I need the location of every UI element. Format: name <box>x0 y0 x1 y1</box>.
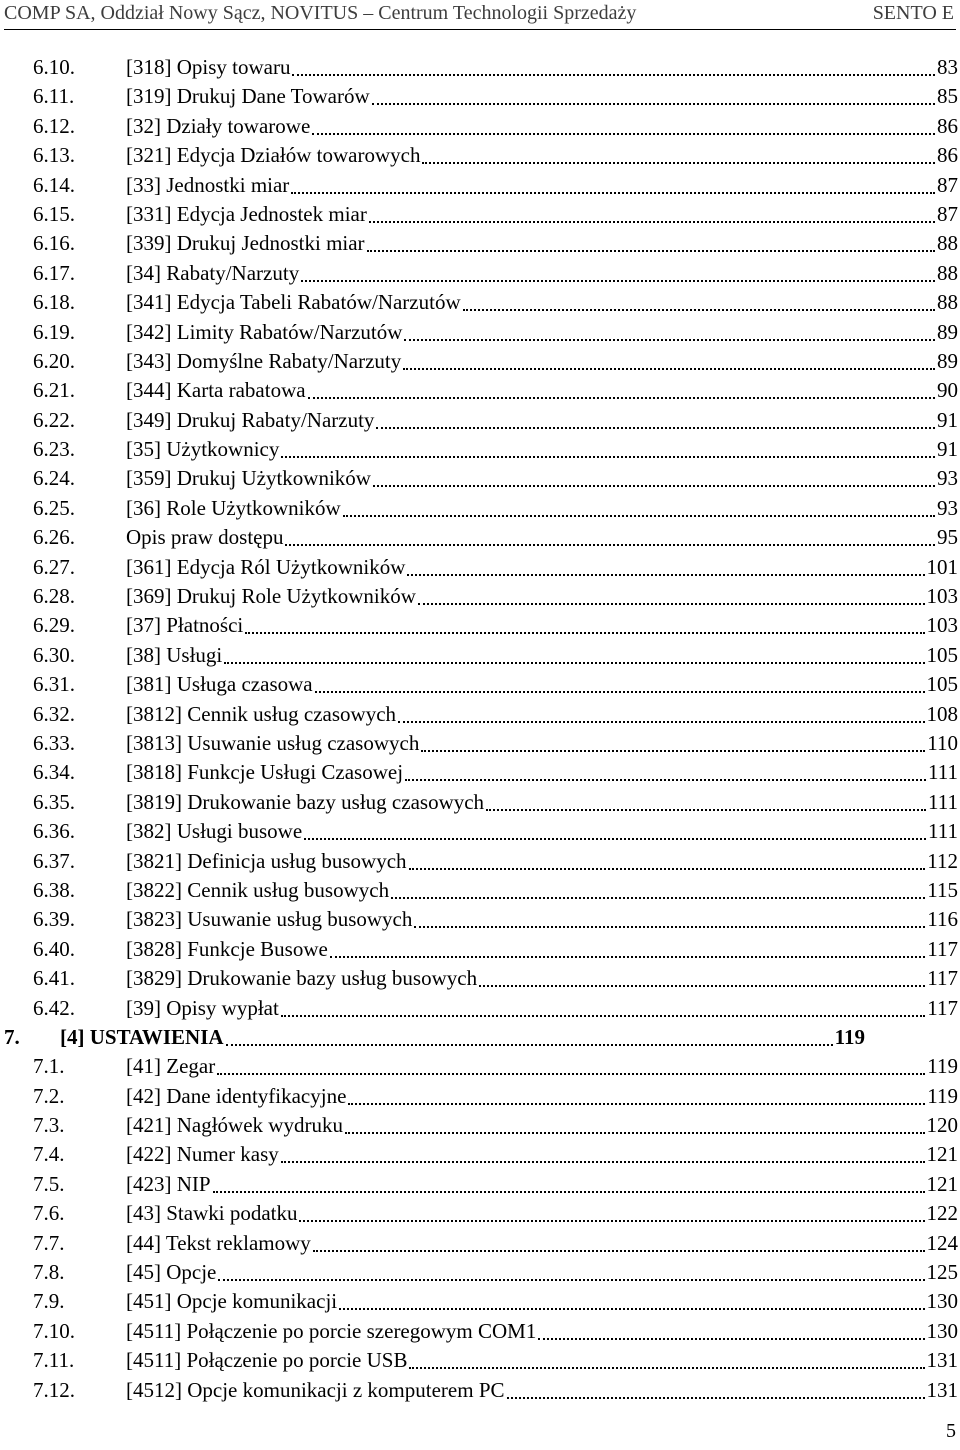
toc-entry-page: 119 <box>927 1054 958 1079</box>
toc-entry-line <box>126 847 958 876</box>
toc-dot-leader <box>339 1308 924 1310</box>
toc-entry-title: [318] Opisy towaru <box>126 55 291 79</box>
toc-entry-title: [3828] Funkcje Busowe <box>126 936 328 961</box>
toc-chapter-entry[interactable] <box>0 1023 960 1052</box>
toc-entry-title: [38] Usługi <box>126 642 223 667</box>
toc-dot-leader <box>213 1191 925 1193</box>
toc-dot-leader <box>463 309 935 311</box>
toc-entry-number: 6.35. <box>33 789 75 814</box>
toc-entry-page: 116 <box>927 907 958 932</box>
toc-entry[interactable] <box>0 994 960 1023</box>
toc-entry-page: 105 <box>926 672 958 697</box>
toc-entry-title: [44] Tekst reklamowy <box>126 1230 311 1255</box>
toc-entry-title: [4] USTAWIENIA <box>60 1024 224 1049</box>
toc-entry-title: [341] Edycja Tabeli Rabatów/Narzutów <box>126 290 461 315</box>
toc-dot-leader <box>407 574 924 576</box>
toc-entry-title: [3822] Cennik usług busowych <box>126 877 390 902</box>
toc-entry-page: 88 <box>937 290 958 315</box>
toc-dot-leader <box>376 427 935 429</box>
toc-entry-page: 89 <box>937 348 958 373</box>
toc-entry-page: 131 <box>926 1377 958 1402</box>
toc-entry-title: [4511] Połączenie po porcie szeregowym COM1 <box>126 1318 537 1343</box>
toc-dot-leader <box>405 779 926 781</box>
toc-entry-line <box>126 1140 958 1169</box>
toc-entry-number: 6.36. <box>33 819 75 844</box>
toc-dot-leader <box>217 1073 925 1075</box>
toc-entry[interactable] <box>0 171 960 200</box>
toc-entry-title: [3818] Funkcje Usługi Czasowej <box>126 760 404 785</box>
toc-entry-number: 6.10. <box>33 55 75 79</box>
toc-entry-title: [35] Użytkownicy <box>126 437 280 462</box>
toc-entry-line <box>126 82 958 111</box>
toc-entry-page: 88 <box>937 231 958 256</box>
toc-entry-page: 119 <box>927 1083 958 1108</box>
toc-entry-line <box>126 1287 958 1316</box>
toc-entry-number: 6.16. <box>33 231 75 256</box>
toc-entry-number: 6.29. <box>33 613 75 638</box>
toc-entry[interactable] <box>0 1346 960 1375</box>
running-header <box>4 0 956 30</box>
toc-entry-number: 7.2. <box>33 1083 65 1108</box>
toc-entry-page: 101 <box>926 554 958 579</box>
toc-entry-line <box>126 1199 958 1228</box>
toc-entry-number: 7.12. <box>33 1377 75 1402</box>
toc-entry-number: 6.27. <box>33 554 75 579</box>
toc-dot-leader <box>312 133 935 135</box>
toc-entry-page: 120 <box>926 1113 958 1138</box>
toc-entry[interactable] <box>0 964 960 993</box>
toc-entry-number: 6.25. <box>33 495 75 520</box>
toc-entry-line <box>126 905 958 934</box>
toc-entry[interactable] <box>0 876 960 905</box>
toc-entry-number: 7.8. <box>33 1260 65 1285</box>
toc-dot-leader <box>292 74 935 76</box>
toc-entry-number: 7.11. <box>33 1348 75 1373</box>
toc-entry[interactable] <box>0 141 960 170</box>
toc-entry-number: 6.15. <box>33 201 75 226</box>
toc-entry-title: Opis praw dostępu <box>126 525 284 550</box>
toc-entry-title: [339] Drukuj Jednostki miar <box>126 231 365 256</box>
toc-entry-line <box>126 1317 958 1346</box>
toc-entry-number: 6.33. <box>33 730 75 755</box>
toc-entry-title: [39] Opisy wypłat <box>126 995 279 1020</box>
toc-dot-leader <box>308 397 935 399</box>
toc-entry-page: 130 <box>926 1289 958 1314</box>
toc-entry-line <box>126 788 958 817</box>
toc-entry[interactable] <box>0 1258 960 1287</box>
toc-entry-number: 7.6. <box>33 1201 65 1226</box>
toc-entry[interactable] <box>0 435 960 464</box>
header-company: COMP SA, Oddział Nowy Sącz, NOVITUS – Centrum Technologii Sprzedaży <box>4 2 637 24</box>
toc-entry-line <box>126 200 958 229</box>
toc-entry[interactable] <box>0 847 960 876</box>
toc-entry-title: [34] Rabaty/Narzuty <box>126 260 300 285</box>
toc-entry-line <box>126 464 958 493</box>
toc-entry-line <box>126 758 958 787</box>
toc-entry-line <box>126 1376 958 1405</box>
toc-entry[interactable] <box>0 1317 960 1346</box>
toc-entry-title: [3823] Usuwanie usług busowych <box>126 907 413 932</box>
toc-entry-line <box>126 670 958 699</box>
toc-entry[interactable] <box>0 376 960 405</box>
toc-entry-line <box>126 817 958 846</box>
toc-dot-leader <box>285 544 935 546</box>
toc-entry-line <box>126 553 958 582</box>
toc-entry-line <box>126 53 958 82</box>
toc-entry-number: 7.10. <box>33 1318 75 1343</box>
toc-dot-leader <box>421 750 925 752</box>
toc-dot-leader <box>304 838 926 840</box>
toc-entry[interactable] <box>0 200 960 229</box>
toc-entry-number: 6.23. <box>33 437 75 462</box>
toc-entry-line <box>126 1082 958 1111</box>
toc-dot-leader <box>507 1397 925 1399</box>
toc-entry[interactable] <box>0 464 960 493</box>
toc-entry-title: [451] Opcje komunikacji <box>126 1289 338 1314</box>
toc-entry-number: 6.39. <box>33 907 75 932</box>
toc-entry-title: [343] Domyślne Rabaty/Narzuty <box>126 348 402 373</box>
toc-entry-title: [382] Usługi busowe <box>126 819 303 844</box>
toc-entry-number: 7.9. <box>33 1289 65 1314</box>
toc-dot-leader <box>291 192 935 194</box>
toc-entry-number: 7.7. <box>33 1230 65 1255</box>
toc-entry-line <box>126 141 958 170</box>
toc-entry-line <box>126 1346 958 1375</box>
toc-entry[interactable] <box>0 53 960 82</box>
toc-entry[interactable] <box>0 700 960 729</box>
toc-entry-number: 7. <box>4 1024 20 1049</box>
toc-entry[interactable] <box>0 112 960 141</box>
toc-entry-number: 6.31. <box>33 672 75 697</box>
toc-dot-leader <box>486 809 926 811</box>
toc-dot-leader <box>373 485 935 487</box>
toc-dot-leader <box>403 368 935 370</box>
toc-entry-title: [3819] Drukowanie bazy usług czasowych <box>126 789 485 814</box>
toc-dot-leader <box>409 868 926 870</box>
toc-entry-page: 89 <box>937 319 958 344</box>
toc-entry-page: 88 <box>937 260 958 285</box>
toc-dot-leader <box>367 250 935 252</box>
toc-entry[interactable] <box>0 229 960 258</box>
toc-entry-number: 6.24. <box>33 466 75 491</box>
toc-entry[interactable] <box>0 1287 960 1316</box>
toc-entry-page: 119 <box>834 1024 865 1049</box>
toc-entry-line <box>126 288 958 317</box>
toc-entry[interactable] <box>0 1111 960 1140</box>
toc-entry-page: 90 <box>937 378 958 403</box>
toc-dot-leader <box>372 103 935 105</box>
toc-entry-line <box>126 964 958 993</box>
toc-entry[interactable] <box>0 82 960 111</box>
toc-entry[interactable] <box>0 553 960 582</box>
table-of-contents <box>0 53 960 1405</box>
toc-entry-title: [37] Płatności <box>126 613 244 638</box>
toc-entry[interactable] <box>0 523 960 552</box>
toc-entry-line <box>126 935 958 964</box>
toc-entry[interactable] <box>0 1199 960 1228</box>
toc-dot-leader <box>348 1103 925 1105</box>
toc-entry-line <box>126 376 958 405</box>
toc-entry-line <box>126 1229 958 1258</box>
toc-entry-page: 131 <box>926 1348 958 1373</box>
toc-entry-title: [41] Zegar <box>126 1054 216 1079</box>
toc-entry-page: 112 <box>927 848 958 873</box>
toc-dot-leader <box>538 1338 924 1340</box>
toc-entry-number: 6.13. <box>33 143 75 168</box>
toc-entry-line <box>126 229 958 258</box>
toc-entry[interactable] <box>0 1140 960 1169</box>
toc-entry-line <box>126 347 958 376</box>
toc-dot-leader <box>479 985 925 987</box>
toc-entry-title: [361] Edycja Ról Użytkowników <box>126 554 406 579</box>
toc-entry-line <box>126 1170 958 1199</box>
toc-entry-number: 6.38. <box>33 877 75 902</box>
toc-entry-number: 6.17. <box>33 260 75 285</box>
toc-entry-line <box>126 406 958 435</box>
toc-entry[interactable] <box>0 259 960 288</box>
toc-entry-number: 7.1. <box>33 1054 65 1079</box>
toc-entry-line <box>60 1023 865 1052</box>
toc-entry-line <box>126 700 958 729</box>
toc-entry-line <box>126 876 958 905</box>
toc-entry-page: 95 <box>937 525 958 550</box>
toc-entry-page: 124 <box>926 1230 958 1255</box>
toc-entry-page: 83 <box>937 55 958 79</box>
toc-entry[interactable] <box>0 935 960 964</box>
toc-entry-number: 6.21. <box>33 378 75 403</box>
toc-entry[interactable] <box>0 905 960 934</box>
toc-entry[interactable] <box>0 347 960 376</box>
toc-entry[interactable] <box>0 670 960 699</box>
toc-entry-page: 87 <box>937 172 958 197</box>
toc-entry-number: 7.3. <box>33 1113 65 1138</box>
toc-entry[interactable] <box>0 1082 960 1111</box>
toc-entry-number: 6.40. <box>33 936 75 961</box>
toc-dot-leader <box>418 603 925 605</box>
toc-entry-title: [45] Opcje <box>126 1260 217 1285</box>
toc-dot-leader <box>226 1044 833 1046</box>
toc-entry-number: 6.42. <box>33 995 75 1020</box>
toc-entry-title: [342] Limity Rabatów/Narzutów <box>126 319 403 344</box>
toc-entry-line <box>126 435 958 464</box>
toc-dot-leader <box>224 662 924 664</box>
toc-entry-number: 6.18. <box>33 290 75 315</box>
toc-entry-page: 91 <box>937 407 958 432</box>
toc-entry-page: 86 <box>937 113 958 138</box>
toc-entry-number: 6.37. <box>33 848 75 873</box>
toc-entry-title: [42] Dane identyfikacyjne <box>126 1083 347 1108</box>
toc-entry-number: 6.14. <box>33 172 75 197</box>
toc-entry-title: [423] NIP <box>126 1171 211 1196</box>
toc-entry-page: 117 <box>927 936 958 961</box>
toc-entry-title: [359] Drukuj Użytkowników <box>126 466 371 491</box>
toc-entry-line <box>126 1052 958 1081</box>
header-product: SENTO E <box>872 2 954 24</box>
toc-dot-leader <box>218 1279 924 1281</box>
toc-entry-line <box>126 318 958 347</box>
toc-entry-page: 111 <box>928 760 958 785</box>
toc-entry-line <box>126 171 958 200</box>
toc-entry-title: [4512] Opcje komunikacji z komputerem PC <box>126 1377 505 1402</box>
toc-entry-line <box>126 611 958 640</box>
toc-entry-page: 103 <box>926 584 958 609</box>
toc-entry-title: [33] Jednostki miar <box>126 172 290 197</box>
toc-entry-page: 121 <box>926 1171 958 1196</box>
toc-entry-page: 108 <box>926 701 958 726</box>
toc-entry-number: 6.41. <box>33 966 75 991</box>
toc-dot-leader <box>398 721 924 723</box>
toc-entry-line <box>126 1111 958 1140</box>
toc-entry[interactable] <box>0 758 960 787</box>
toc-entry-number: 6.11. <box>33 84 75 109</box>
toc-entry-title: [331] Edycja Jednostek miar <box>126 201 367 226</box>
toc-entry-title: [36] Role Użytkowników <box>126 495 341 520</box>
toc-entry-title: [3812] Cennik usług czasowych <box>126 701 397 726</box>
toc-dot-leader <box>391 897 925 899</box>
toc-entry-page: 93 <box>937 495 958 520</box>
toc-entry-title: [43] Stawki podatku <box>126 1201 298 1226</box>
toc-entry-title: [4511] Połączenie po porcie USB <box>126 1348 408 1373</box>
toc-entry[interactable] <box>0 1170 960 1199</box>
toc-entry[interactable] <box>0 318 960 347</box>
toc-entry-number: 6.30. <box>33 642 75 667</box>
toc-entry-title: [32] Działy towarowe <box>126 113 311 138</box>
toc-entry-title: [319] Drukuj Dane Towarów <box>126 84 370 109</box>
toc-entry[interactable] <box>0 729 960 758</box>
toc-entry-line <box>126 729 958 758</box>
toc-entry-page: 111 <box>928 819 958 844</box>
toc-entry-page: 110 <box>927 730 958 755</box>
toc-entry-title: [3829] Drukowanie bazy usług busowych <box>126 966 478 991</box>
toc-entry-page: 122 <box>926 1201 958 1226</box>
toc-dot-leader <box>313 1250 925 1252</box>
toc-entry-page: 115 <box>927 877 958 902</box>
toc-entry-title: [369] Drukuj Role Użytkowników <box>126 584 416 609</box>
toc-entry-page: 117 <box>927 966 958 991</box>
toc-entry-number: 6.32. <box>33 701 75 726</box>
toc-entry-title: [3821] Definicja usług busowych <box>126 848 407 873</box>
toc-entry-page: 91 <box>937 437 958 462</box>
toc-entry-line <box>126 112 958 141</box>
toc-dot-leader <box>281 456 935 458</box>
toc-entry-line <box>126 494 958 523</box>
toc-entry-title: [3813] Usuwanie usług czasowych <box>126 730 420 755</box>
toc-entry-number: 6.28. <box>33 584 75 609</box>
toc-entry-number: 7.4. <box>33 1142 65 1167</box>
toc-entry[interactable] <box>0 1052 960 1081</box>
toc-dot-leader <box>343 515 935 517</box>
toc-entry-line <box>126 1258 958 1287</box>
toc-entry-page: 103 <box>926 613 958 638</box>
toc-entry-page: 85 <box>937 84 958 109</box>
toc-entry-line <box>126 582 958 611</box>
toc-entry[interactable] <box>0 641 960 670</box>
toc-entry[interactable] <box>0 406 960 435</box>
toc-entry-page: 125 <box>926 1260 958 1285</box>
toc-entry[interactable] <box>0 1229 960 1258</box>
toc-entry-page: 105 <box>926 642 958 667</box>
toc-dot-leader <box>369 221 935 223</box>
page-number: 5 <box>946 1420 956 1442</box>
toc-dot-leader <box>414 926 925 928</box>
toc-entry-number: 7.5. <box>33 1171 65 1196</box>
toc-entry-number: 6.26. <box>33 525 75 550</box>
toc-dot-leader <box>299 1220 924 1222</box>
toc-entry-line <box>126 994 958 1023</box>
toc-entry-number: 6.34. <box>33 760 75 785</box>
toc-entry[interactable] <box>0 817 960 846</box>
toc-entry-title: [321] Edycja Działów towarowych <box>126 143 421 168</box>
toc-entry-line <box>126 523 958 552</box>
toc-entry-page: 130 <box>926 1318 958 1343</box>
toc-entry-title: [381] Usługa czasowa <box>126 672 313 697</box>
toc-dot-leader <box>330 956 925 958</box>
toc-entry-line <box>126 641 958 670</box>
toc-entry-title: [421] Nagłówek wydruku <box>126 1113 343 1138</box>
toc-entry-title: [422] Numer kasy <box>126 1142 279 1167</box>
toc-entry-page: 117 <box>927 995 958 1020</box>
toc-dot-leader <box>404 339 935 341</box>
toc-entry[interactable] <box>0 494 960 523</box>
toc-dot-leader <box>315 691 925 693</box>
toc-entry-title: [349] Drukuj Rabaty/Narzuty <box>126 407 375 432</box>
toc-entry-page: 87 <box>937 201 958 226</box>
toc-entry-title: [344] Karta rabatowa <box>126 378 306 403</box>
toc-entry-page: 111 <box>928 789 958 814</box>
toc-dot-leader <box>281 1161 925 1163</box>
toc-entry-number: 6.22. <box>33 407 75 432</box>
toc-dot-leader <box>345 1132 925 1134</box>
toc-dot-leader <box>409 1367 924 1369</box>
toc-entry-page: 86 <box>937 143 958 168</box>
toc-dot-leader <box>301 280 935 282</box>
toc-entry-line <box>126 259 958 288</box>
toc-entry-number: 6.19. <box>33 319 75 344</box>
toc-dot-leader <box>281 1015 925 1017</box>
toc-entry-number: 6.12. <box>33 113 75 138</box>
toc-entry-page: 93 <box>937 466 958 491</box>
toc-entry-number: 6.20. <box>33 348 75 373</box>
toc-entry[interactable] <box>0 1376 960 1405</box>
toc-entry[interactable] <box>0 582 960 611</box>
toc-entry[interactable] <box>0 611 960 640</box>
toc-entry[interactable] <box>0 288 960 317</box>
toc-entry-page: 121 <box>926 1142 958 1167</box>
toc-dot-leader <box>422 162 935 164</box>
toc-dot-leader <box>245 632 924 634</box>
toc-entry[interactable] <box>0 788 960 817</box>
